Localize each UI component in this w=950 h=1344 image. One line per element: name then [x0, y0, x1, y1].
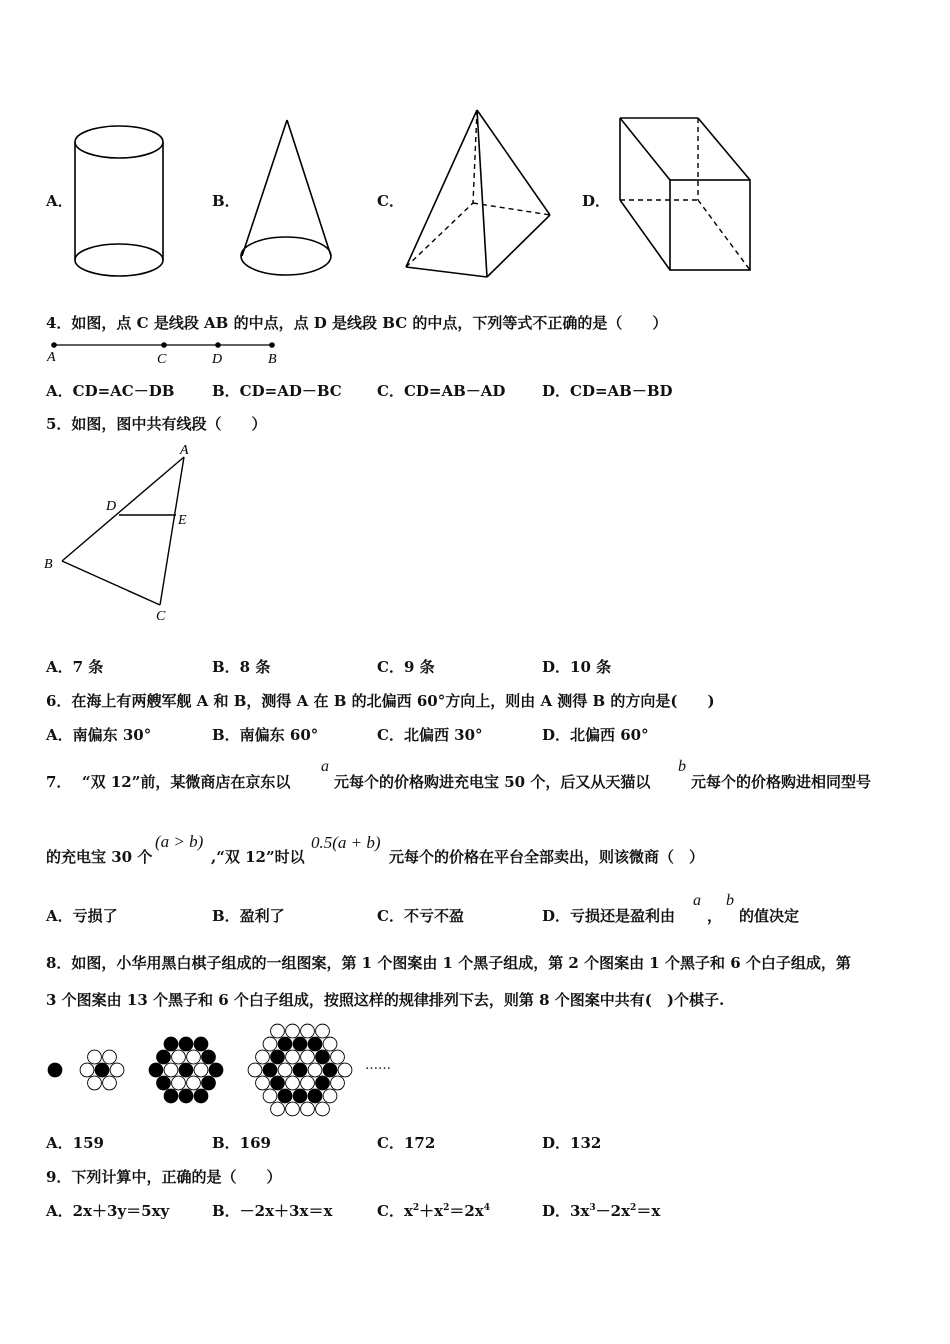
white-piece — [110, 1063, 124, 1077]
q5-option-c[interactable]: C．9 条 — [377, 658, 435, 676]
q8-option-c[interactable]: C．172 — [377, 1134, 436, 1152]
q9-d-exp-2: 2 — [630, 1203, 637, 1213]
point-c-label: C — [157, 352, 167, 367]
q7-option-c[interactable]: C．不亏不盈 — [377, 907, 464, 925]
white-piece — [80, 1063, 94, 1077]
cylinder-figure — [70, 120, 170, 280]
white-piece — [316, 1024, 330, 1038]
point-d-label: D — [106, 499, 117, 514]
q9-stem: 9．下列计算中，正确的是（ ） — [46, 1168, 282, 1186]
q5-triangle-figure — [40, 440, 210, 625]
black-piece — [293, 1089, 307, 1103]
white-piece — [271, 1102, 285, 1116]
white-piece — [286, 1076, 300, 1090]
black-piece — [316, 1076, 330, 1090]
q7-condition: (a > b) — [155, 832, 204, 851]
white-piece — [164, 1063, 178, 1077]
point-b-label: B — [268, 352, 277, 367]
q5-stem: 5．如图，图中共有线段（ ） — [46, 415, 267, 433]
black-piece — [323, 1063, 337, 1077]
white-piece — [263, 1037, 277, 1051]
q8-option-d[interactable]: D．132 — [542, 1134, 602, 1152]
q7-expression: 0.5(a + b) — [311, 833, 381, 852]
black-piece — [209, 1063, 223, 1077]
black-piece — [164, 1089, 178, 1103]
black-piece — [194, 1037, 208, 1051]
cone-figure — [235, 115, 340, 285]
point-d-dot — [215, 342, 221, 348]
pattern-4 — [248, 1024, 352, 1116]
white-piece — [301, 1024, 315, 1038]
q7-text-5: ,“双 12”时以 — [211, 848, 305, 866]
white-piece — [256, 1076, 270, 1090]
point-a-label: A — [47, 350, 56, 365]
q8-stem-line-2: 3 个图案由 13 个黑子和 6 个白子组成，按照这样的规律排列下去，则第 8 个图案中共有( )个棋子. — [46, 991, 725, 1009]
q9-c-exp-1: 2 — [412, 1203, 420, 1213]
q9-c-part-2: ＋x — [419, 1202, 444, 1220]
q3-option-c-label[interactable]: C． — [377, 192, 404, 210]
black-piece — [278, 1089, 292, 1103]
black-piece — [278, 1037, 292, 1051]
white-piece — [323, 1037, 337, 1051]
q9-c-part-1: C．x — [377, 1202, 413, 1220]
q7-option-d-text: D．亏损还是盈利由 — [542, 907, 676, 925]
black-piece — [293, 1037, 307, 1051]
q7-text-2: 元每个的价格购进充电宝 50 个，后又从天猫以 — [334, 773, 651, 791]
q9-option-c[interactable] — [377, 1200, 490, 1221]
q4-option-d[interactable]: D．CD=AB－BD — [542, 382, 673, 400]
white-piece — [286, 1024, 300, 1038]
white-piece — [301, 1050, 315, 1064]
black-piece — [179, 1089, 193, 1103]
white-piece — [248, 1063, 262, 1077]
white-piece — [286, 1102, 300, 1116]
q7-option-d-sep: ， — [707, 907, 723, 925]
white-piece — [263, 1089, 277, 1103]
q7-option-d-end: 的值决定 — [739, 907, 800, 925]
point-b-dot — [269, 342, 275, 348]
q5-option-a[interactable]: A．7 条 — [46, 658, 104, 676]
black-piece — [271, 1076, 285, 1090]
white-piece — [301, 1076, 315, 1090]
q3-option-d-label[interactable]: D． — [582, 192, 611, 210]
q7-text-4: 的充电宝 30 个 — [46, 848, 153, 866]
black-piece — [263, 1063, 277, 1077]
white-piece — [88, 1076, 102, 1090]
q9-c-exp-2: 2 — [443, 1203, 450, 1213]
q7-var-a: a — [321, 758, 329, 775]
q6-option-d[interactable]: D．北偏西 60° — [542, 726, 649, 744]
q8-pattern-figure — [40, 1015, 400, 1120]
white-piece — [338, 1063, 352, 1077]
q7-option-d-var-b: b — [726, 892, 734, 909]
white-piece — [301, 1102, 315, 1116]
white-piece — [256, 1050, 270, 1064]
q7-number: 7． — [46, 773, 72, 791]
black-piece — [202, 1050, 216, 1064]
black-piece — [157, 1076, 171, 1090]
white-piece — [271, 1024, 285, 1038]
q7-text-6: 元每个的价格在平台全部卖出，则该微商（ ） — [389, 848, 705, 866]
point-b-label: B — [44, 557, 53, 572]
q8-stem-line-1: 8．如图，小华用黑白棋子组成的一组图案，第 1 个图案由 1 个黑子组成，第 2 个图案由 1 个黑子和 6 个白子组成，第 — [46, 954, 851, 972]
q6-option-c[interactable]: C．北偏西 30° — [377, 726, 483, 744]
q4-option-a[interactable]: A．CD=AC－DB — [46, 382, 175, 400]
point-e-label: E — [178, 513, 187, 528]
q9-d-part-1: D．3x — [542, 1202, 590, 1220]
white-piece — [286, 1050, 300, 1064]
black-piece — [194, 1089, 208, 1103]
point-d-label: D — [212, 352, 223, 367]
white-piece — [278, 1063, 292, 1077]
pattern-1 — [48, 1063, 62, 1077]
point-a-label: A — [180, 443, 189, 458]
black-piece — [316, 1050, 330, 1064]
q7-option-a[interactable]: A．亏损了 — [46, 907, 118, 925]
black-piece — [271, 1050, 285, 1064]
white-piece — [194, 1063, 208, 1077]
black-piece — [179, 1037, 193, 1051]
white-piece — [88, 1050, 102, 1064]
q7-option-b[interactable]: B．盈利了 — [212, 907, 285, 925]
black-piece — [95, 1063, 109, 1077]
black-piece — [308, 1089, 322, 1103]
white-piece — [172, 1050, 186, 1064]
white-piece — [316, 1102, 330, 1116]
q6-option-a[interactable]: A．南偏东 30° — [46, 726, 152, 744]
point-a-dot — [51, 342, 57, 348]
black-piece — [308, 1037, 322, 1051]
q9-d-exp-1: 3 — [589, 1203, 596, 1213]
black-piece — [48, 1063, 62, 1077]
q7-text-3: 元每个的价格购进相同型号 — [691, 773, 872, 791]
white-piece — [187, 1076, 201, 1090]
white-piece — [331, 1050, 345, 1064]
q8-ellipsis: …… — [365, 1058, 391, 1073]
q9-c-exp-3: 4 — [483, 1203, 491, 1213]
cuboid-figure — [612, 112, 757, 277]
black-piece — [149, 1063, 163, 1077]
q4-option-b[interactable]: B．CD=AD－BC — [212, 382, 342, 400]
black-piece — [164, 1037, 178, 1051]
white-piece — [103, 1076, 117, 1090]
q5-option-b[interactable]: B．8 条 — [212, 658, 271, 676]
pattern-3 — [149, 1037, 223, 1103]
q8-option-a[interactable]: A．159 — [46, 1134, 104, 1152]
pattern-2 — [80, 1050, 124, 1090]
q9-option-b[interactable]: B．－2x＋3x＝x — [212, 1202, 333, 1220]
q3-option-b-label[interactable]: B． — [212, 192, 240, 210]
white-piece — [103, 1050, 117, 1064]
q9-option-d[interactable] — [542, 1200, 660, 1221]
white-piece — [308, 1063, 322, 1077]
q7-text-1: “双 12”前，某微商店在京东以 — [82, 773, 291, 791]
pyramid-figure — [400, 105, 560, 285]
q9-d-part-3: ＝x — [636, 1202, 661, 1220]
white-piece — [172, 1076, 186, 1090]
black-piece — [157, 1050, 171, 1064]
q8-option-b[interactable]: B．169 — [212, 1134, 271, 1152]
q4-option-c[interactable]: C．CD=AB－AD — [377, 382, 506, 400]
q4-segment-figure — [44, 338, 294, 368]
q7-var-b: b — [678, 758, 686, 775]
black-piece — [293, 1063, 307, 1077]
black-piece — [202, 1076, 216, 1090]
q9-c-part-3: ＝2x — [449, 1202, 484, 1220]
q9-d-part-2: －2x — [595, 1202, 631, 1220]
white-piece — [187, 1050, 201, 1064]
q9-option-a[interactable]: A．2x＋3y＝5xy — [46, 1202, 170, 1220]
point-c-label: C — [156, 609, 166, 624]
q6-option-b[interactable]: B．南偏东 60° — [212, 726, 319, 744]
white-piece — [331, 1076, 345, 1090]
q6-stem: 6．在海上有两艘军舰 A 和 B，测得 A 在 B 的北偏西 60°方向上，则由 A 测得 B 的方向是( ) — [46, 692, 715, 710]
q4-stem: 4．如图，点 C 是线段 AB 的中点，点 D 是线段 BC 的中点，下列等式不正确的是（ ） — [46, 314, 668, 332]
black-piece — [179, 1063, 193, 1077]
q3-option-a-label[interactable]: A． — [46, 192, 73, 210]
q7-option-d-var-a: a — [693, 892, 701, 909]
point-c-dot — [161, 342, 167, 348]
white-piece — [323, 1089, 337, 1103]
q5-option-d[interactable]: D．10 条 — [542, 658, 612, 676]
